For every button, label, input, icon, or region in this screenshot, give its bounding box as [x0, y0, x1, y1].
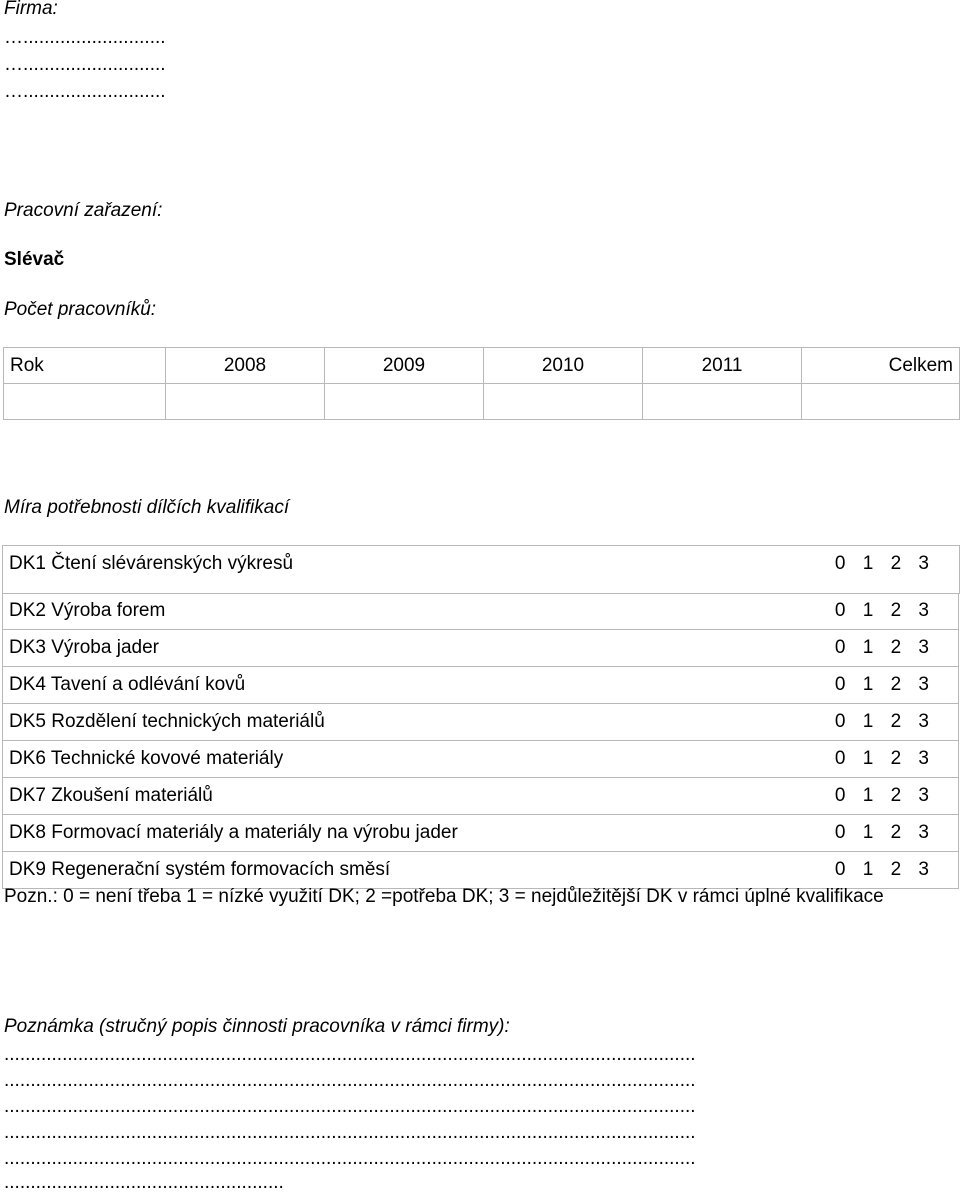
position-label: Pracovní zařazení: [4, 200, 163, 221]
qualifications-title: Míra potřebnosti dílčích kvalifikací [4, 497, 290, 518]
year-cell-2008[interactable] [166, 384, 325, 420]
years-value-row [4, 384, 960, 420]
year-header-2010: 2010 [484, 348, 643, 384]
dk-scale-6[interactable]: 0 1 2 3 [834, 748, 929, 769]
year-header-2011: 2011 [643, 348, 802, 384]
dk-scale-2[interactable]: 0 1 2 3 [834, 600, 929, 621]
dk-label-2: DK2 Výroba forem [9, 600, 166, 621]
dk-label-5: DK5 Rozdělení technických materiálů [9, 711, 325, 732]
dk-scale-3[interactable]: 0 1 2 3 [834, 637, 929, 658]
dk-row-1 [2, 545, 960, 594]
dk-label-1: DK1 Čtení slévárenských výkresů [9, 553, 294, 574]
remark-line-1[interactable]: ................................................................................................................................... [4, 1044, 696, 1065]
dk-row-8 [2, 815, 959, 852]
dk-label-9: DK9 Regenerační systém formovacích směsí [9, 859, 391, 880]
year-cell-2011[interactable] [643, 384, 802, 420]
dk-row-2 [2, 593, 959, 630]
remark-line-4[interactable]: ................................................................................................................................... [4, 1122, 696, 1143]
dk-row-5 [2, 704, 959, 741]
firma-line-3: …........................... [4, 81, 166, 102]
dk-scale-7[interactable]: 0 1 2 3 [834, 785, 929, 806]
firma-label: Firma: [4, 0, 58, 19]
remark-line-2[interactable]: ................................................................................................................................... [4, 1070, 696, 1091]
year-cell-rok[interactable] [4, 384, 166, 420]
year-cell-2009[interactable] [325, 384, 484, 420]
dk-row-3 [2, 630, 959, 667]
remark-line-6[interactable]: ..................................................... [4, 1172, 284, 1193]
dk-scale-8[interactable]: 0 1 2 3 [834, 822, 929, 843]
year-header-2009: 2009 [325, 348, 484, 384]
qualifications-note: Pozn.: 0 = není třeba 1 = nízké využití DK; 2 =potřeba DK; 3 = nejdůležitější DK v rámci úplné kvalifikace [4, 886, 884, 907]
dk-scale-9[interactable]: 0 1 2 3 [834, 859, 929, 880]
year-cell-2010[interactable] [484, 384, 643, 420]
years-header-row [4, 348, 960, 384]
dk-label-6: DK6 Technické kovové materiály [9, 748, 284, 769]
dk-label-7: DK7 Zkoušení materiálů [9, 785, 213, 806]
dk-scale-5[interactable]: 0 1 2 3 [834, 711, 929, 732]
qualifications-list [2, 545, 959, 885]
dk-row-4 [2, 667, 959, 704]
workers-label: Počet pracovníků: [4, 299, 157, 320]
dk-scale-4[interactable]: 0 1 2 3 [834, 674, 929, 695]
years-table [3, 347, 960, 420]
dk-scale-1[interactable]: 0 1 2 3 [834, 553, 929, 574]
firma-line-1: …........................... [4, 27, 166, 48]
year-header-2008: 2008 [166, 348, 325, 384]
dk-label-3: DK3 Výroba jader [9, 637, 159, 658]
year-cell-celkem[interactable] [802, 384, 960, 420]
dk-row-7 [2, 778, 959, 815]
year-header-celkem: Celkem [802, 348, 960, 384]
remark-line-3[interactable]: ................................................................................................................................... [4, 1096, 696, 1117]
remark-line-5[interactable]: ................................................................................................................................... [4, 1148, 696, 1169]
firma-line-2: …........................... [4, 54, 166, 75]
dk-label-4: DK4 Tavení a odlévání kovů [9, 674, 246, 695]
dk-label-8: DK8 Formovací materiály a materiály na výrobu jader [9, 822, 458, 843]
year-header-rok: Rok [4, 348, 166, 384]
dk-row-6 [2, 741, 959, 778]
position-value: Slévač [4, 249, 65, 270]
remark-label: Poznámka (stručný popis činnosti pracovníka v rámci firmy): [4, 1016, 510, 1037]
